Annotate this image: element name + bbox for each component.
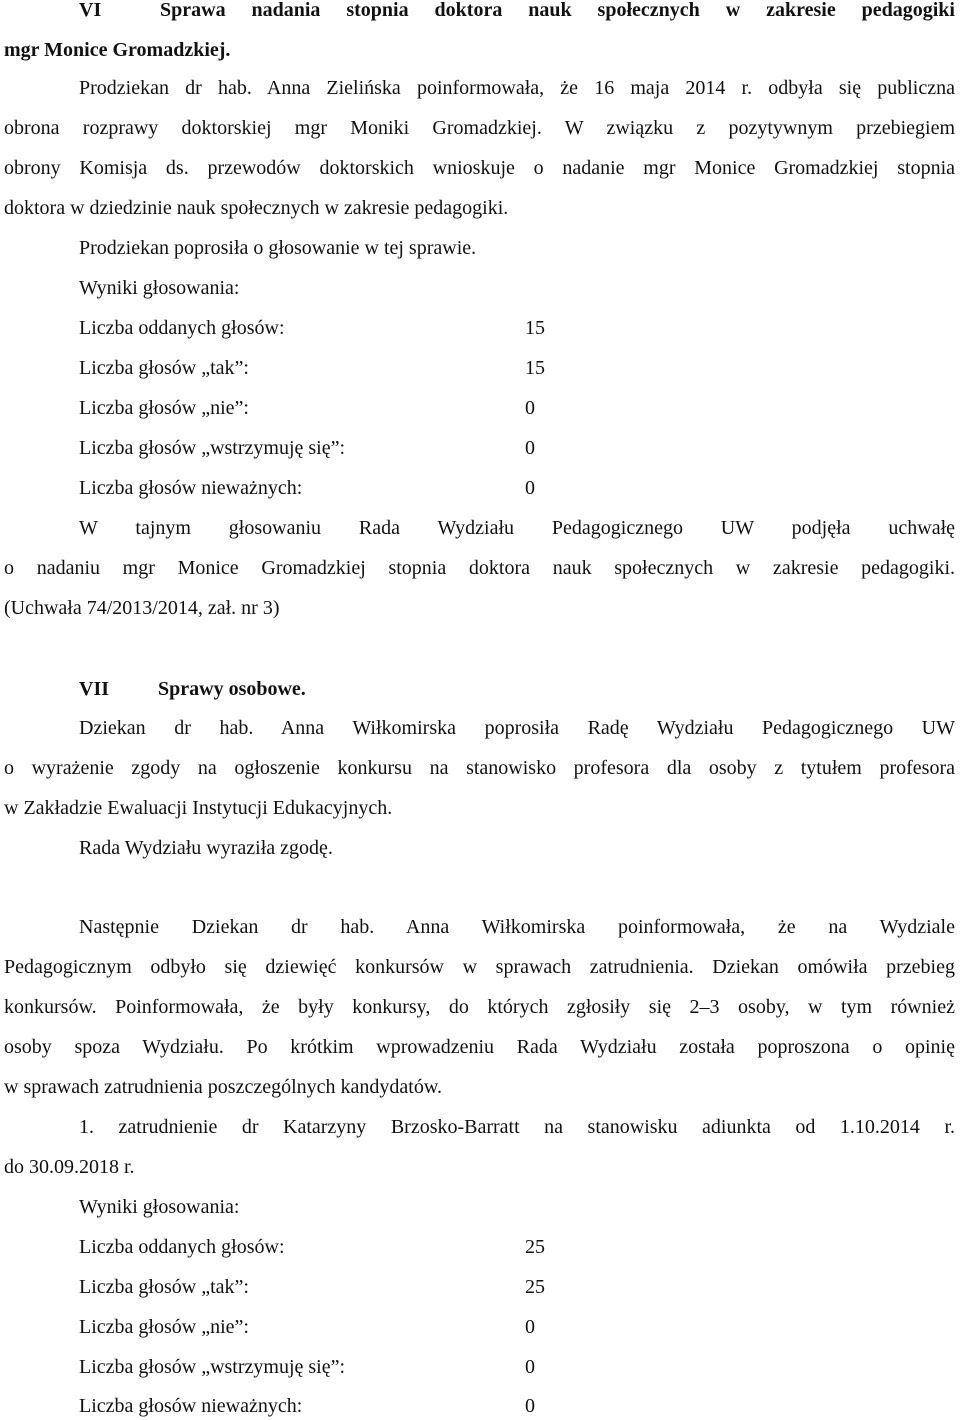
vote-label: Liczba głosów nieważnych: <box>79 477 303 499</box>
vote-value: 0 <box>525 477 535 499</box>
vote-label: Liczba głosów „wstrzymuję się”: <box>79 437 346 459</box>
vote-label: Liczba głosów „tak”: <box>79 1276 249 1298</box>
paragraph-line: obrona rozprawy doktorskiej mgr Moniki Gromadzkiej. W związku z pozytywnym przebiegiem <box>4 117 955 139</box>
paragraph-line: o wyrażenie zgody na ogłoszenie konkursu na stanowisko profesora dla osoby z tytułem profesora <box>4 757 955 779</box>
paragraph-line: Prodziekan dr hab. Anna Zielińska poinformowała, że 16 maja 2014 r. odbyła się publiczna <box>79 77 955 99</box>
vote-label: Liczba głosów „tak”: <box>79 357 249 379</box>
resolution-line: o nadaniu mgr Monice Gromadzkiej stopnia doktora nauk społecznych w zakresie pedagogiki. <box>4 557 955 579</box>
list-item-cont: do 30.09.2018 r. <box>4 1156 135 1178</box>
list-item: 1. zatrudnienie dr Katarzyny Brzosko-Barratt na stanowisku adiunkta od 1.10.2014 r. <box>79 1116 955 1138</box>
vote-label: Liczba głosów „nie”: <box>79 397 249 419</box>
section-vi-number: VI <box>79 0 102 21</box>
paragraph-line: Pedagogicznym odbyło się dziewięć konkursów w sprawach zatrudnienia. Dziekan omówiła przebieg <box>4 956 955 978</box>
vote-label: Liczba oddanych głosów: <box>79 317 285 339</box>
section-vi-title: Sprawa nadania stopnia doktora nauk społecznych w zakresie pedagogiki <box>160 0 955 21</box>
vote-value: 0 <box>525 1356 535 1378</box>
resolution-line: W tajnym głosowaniu Rada Wydziału Pedagogicznego UW podjęła uchwałę <box>79 517 955 539</box>
paragraph-line: Następnie Dziekan dr hab. Anna Wiłkomirska poinformowała, że na Wydziale <box>79 916 955 938</box>
section-vii-title: Sprawy osobowe. <box>158 678 306 700</box>
section-vii-number: VII <box>79 678 110 700</box>
paragraph-line: obrony Komisja ds. przewodów doktorskich wnioskuje o nadanie mgr Monice Gromadzkiej stopnia <box>4 157 955 179</box>
vote-value: 0 <box>525 437 535 459</box>
resolution-reference: (Uchwała 74/2013/2014, zał. nr 3) <box>4 597 280 619</box>
section-vi-title-cont: mgr Monice Gromadzkiej. <box>4 39 231 61</box>
vote-label: Liczba głosów „wstrzymuję się”: <box>79 1356 346 1378</box>
paragraph-line: osoby spoza Wydziału. Po krótkim wprowadzeniu Rada Wydziału została poproszona o opinię <box>4 1036 955 1058</box>
paragraph-line: w sprawach zatrudnienia poszczególnych kandydatów. <box>4 1076 442 1098</box>
paragraph-line: w Zakładzie Ewaluacji Instytucji Edukacyjnych. <box>4 797 393 819</box>
vote-value: 0 <box>525 1395 535 1417</box>
paragraph-line: Dziekan dr hab. Anna Wiłkomirska poprosiła Radę Wydziału Pedagogicznego UW <box>79 717 955 739</box>
paragraph-line: konkursów. Poinformowała, że były konkursy, do których zgłosiły się 2–3 osoby, w tym również <box>4 996 955 1018</box>
results-heading: Wyniki głosowania: <box>79 277 240 299</box>
vote-value: 25 <box>525 1236 545 1258</box>
results-heading: Wyniki głosowania: <box>79 1196 240 1218</box>
vote-value: 15 <box>525 317 545 339</box>
vote-label: Liczba głosów „nie”: <box>79 1316 249 1338</box>
vote-value: 0 <box>525 397 535 419</box>
paragraph-line: doktora w dziedzinie nauk społecznych w zakresie pedagogiki. <box>4 197 509 219</box>
vote-request: Prodziekan poprosiła o głosowanie w tej sprawie. <box>79 237 477 259</box>
vote-label: Liczba oddanych głosów: <box>79 1236 285 1258</box>
consent-text: Rada Wydziału wyraziła zgodę. <box>79 837 333 859</box>
vote-value: 0 <box>525 1316 535 1338</box>
vote-value: 25 <box>525 1276 545 1298</box>
vote-label: Liczba głosów nieważnych: <box>79 1395 303 1417</box>
vote-value: 15 <box>525 357 545 379</box>
